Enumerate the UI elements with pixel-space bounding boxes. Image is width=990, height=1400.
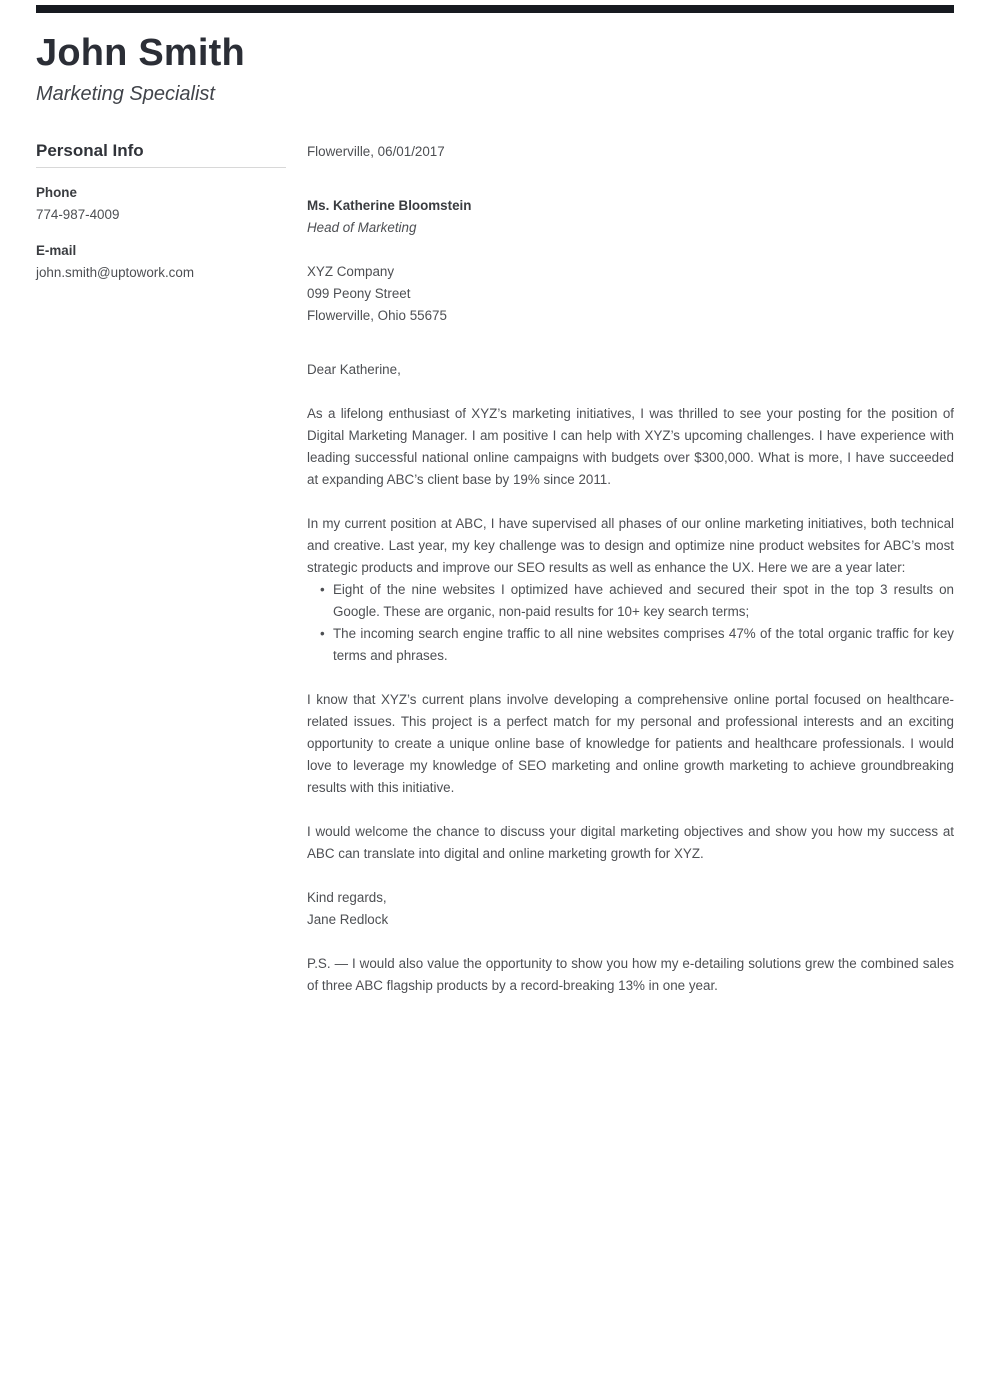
paragraph-call-to-action: I would welcome the chance to discuss your digital marketing objectives and show you how my success at ABC can translate into digital and online marketing growth for XYZ. xyxy=(307,824,954,861)
recipient-street: 099 Peony Street xyxy=(307,286,411,301)
recipient-block xyxy=(307,195,954,327)
bullet-marker: • xyxy=(320,582,325,597)
contact-item-email xyxy=(36,240,286,284)
recipient-name: Ms. Katherine Bloomstein xyxy=(307,198,472,213)
phone-value: 774-987-4009 xyxy=(36,207,120,222)
achievement-text: The incoming search engine traffic to all nine websites comprises 47% of the total organic traffic for key terms and phrases. xyxy=(333,626,954,663)
candidate-job-title: Marketing Specialist xyxy=(36,82,215,105)
paragraph-current-position: In my current position at ABC, I have supervised all phases of our online marketing initiatives, both technical and creative. Last year, my key challenge was to design and optimize nine product websites for ABC’s most strategic products and improve our SEO results as well as enhance the UX. Here we are a year later: xyxy=(307,516,954,575)
letter-body xyxy=(307,141,954,997)
personal-info-sidebar xyxy=(36,140,286,284)
email-label: E-mail xyxy=(36,243,77,258)
paragraph-intro: As a lifelong enthusiast of XYZ’s marketing initiatives, I was thrilled to see your posting for the position of Digital Marketing Manager. I am positive I can help with XYZ’s upcoming challenges. I have experience with leading successful national online campaigns with budgets over $300,000. What is more, I have succeeded at expanding ABC’s client base by 19% since 2011. xyxy=(307,406,954,487)
recipient-city: Flowerville, Ohio 55675 xyxy=(307,308,447,323)
recipient-title: Head of Marketing xyxy=(307,220,417,235)
sidebar-heading: Personal Info xyxy=(36,141,144,160)
contact-item-phone xyxy=(36,182,286,226)
paragraph-company-plans: I know that XYZ’s current plans involve developing a comprehensive online portal focused on healthcare-related issues. This project is a perfect match for my personal and professional interests and an exciting opportunity to create a unique online base of knowledge for patients and healthcare professionals. I would love to leverage my knowledge of SEO marketing and online growth marketing to achieve groundbreaking results with this initiative. xyxy=(307,692,954,795)
sidebar-divider xyxy=(36,167,286,168)
salutation: Dear Katherine, xyxy=(307,362,401,377)
bullet-marker: • xyxy=(320,626,325,641)
postscript: P.S. — I would also value the opportunity to show you how my e-detailing solutions grew the combined sales of three ABC flagship products by a record-breaking 13% in one year. xyxy=(307,956,954,993)
phone-label: Phone xyxy=(36,185,77,200)
top-accent-bar xyxy=(36,5,954,13)
recipient-address xyxy=(307,261,954,327)
candidate-name: John Smith xyxy=(36,32,245,74)
document-header xyxy=(36,31,954,106)
list-item xyxy=(307,579,954,623)
achievement-list xyxy=(307,579,954,667)
date-line: Flowerville, 06/01/2017 xyxy=(307,144,445,159)
recipient-company: XYZ Company xyxy=(307,264,395,279)
achievement-text: Eight of the nine websites I optimized have achieved and secured their spot in the top 3 results on Google. These are organic, non-paid results for 10+ key search terms; xyxy=(333,582,954,619)
email-value: john.smith@uptowork.com xyxy=(36,265,194,280)
closing-block xyxy=(307,887,954,931)
valediction: Kind regards, xyxy=(307,890,387,905)
signature-name: Jane Redlock xyxy=(307,912,389,927)
list-item xyxy=(307,623,954,667)
